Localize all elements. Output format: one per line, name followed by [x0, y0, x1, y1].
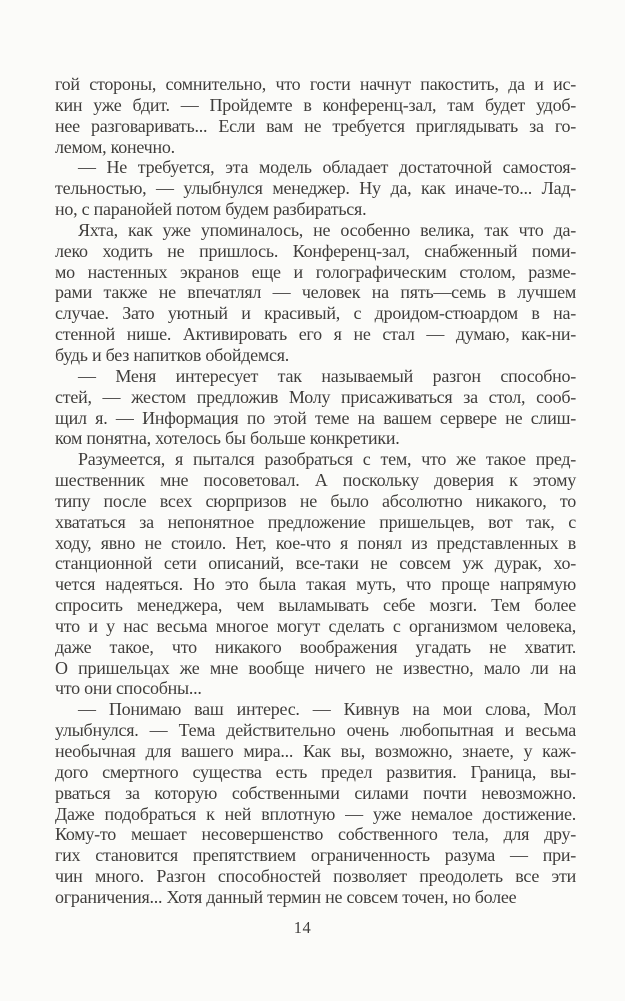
text-line: улыбнулся. — Тема действительно очень любопытная и весьма: [55, 720, 576, 741]
page-text: [55, 74, 576, 908]
text-line: ограничения... Хотя данный термин не совсем точен, но более: [55, 886, 517, 907]
text-line: стенной нише. Активировать его я не стал — думаю, как-ни-: [55, 324, 576, 345]
text-line: щил я. — Информация по этой теме на вашем сервере не слиш-: [55, 407, 576, 428]
text-line: — Понимаю ваш интерес. — Кивнув на мои слова, Мол: [78, 699, 576, 720]
text-line: Разумеется, я пытался разобраться с тем, что же такое пред-: [78, 449, 576, 470]
text-line: типу после всех сюрпризов не было абсолютно никакого, то: [55, 490, 576, 511]
text-line: О пришельцах же мне вообще ничего не известно, мало ли на: [55, 657, 576, 678]
text-line: спросить менеджера, чем выламывать себе мозги. Тем более: [55, 595, 576, 616]
text-line: хвататься за непонятное предложение пришельцев, вот так, с: [55, 511, 576, 532]
text-line: — Не требуется, эта модель обладает достаточной самостоя-: [78, 157, 576, 178]
text-line: Даже подобраться к ней вплотную — уже немалое достижение.: [55, 803, 576, 824]
text-line: чин много. Разгон способностей позволяет преодолеть все эти: [55, 866, 576, 887]
text-line: мо настенных экранов еще и голографическим столом, разме-: [55, 261, 576, 282]
text-line: Кому-то мешает несовершенство собственного тела, для дру-: [55, 824, 576, 845]
text-line: чется надеяться. Но это была такая муть, что проще напрямую: [55, 574, 576, 595]
text-line: гой стороны, сомнительно, что гости начнут пакостить, да и ис-: [55, 74, 576, 94]
text-line: ходу, явно не стоило. Нет, кое-что я понял из представленных в: [55, 532, 576, 553]
text-line: случае. Зато уютный и красивый, с дроидом-стюардом в на-: [55, 303, 576, 324]
text-line: гих становится препятствием ограниченность разума — при-: [55, 845, 576, 866]
text-line: что они способны...: [55, 678, 202, 699]
text-line: станционной сети описаний, все-таки не совсем уж дурак, хо-: [55, 553, 576, 574]
text-line: тельностью, — улыбнулся менеджер. Ну да, как иначе-то... Лад-: [55, 178, 576, 199]
text-line: ком понятна, хотелось бы больше конкретики.: [55, 428, 400, 449]
text-line: рами также не впечатлял — человек на пять—семь в лучшем: [55, 282, 576, 303]
text-line: леко ходить не пришлось. Конференц-зал, снабженный поми-: [55, 240, 576, 261]
text-line: но, с паранойей потом будем разбираться.: [55, 199, 367, 220]
text-line: — Меня интересует так называемый разгон способно-: [78, 365, 576, 386]
page-number: 14: [293, 918, 312, 937]
text-line: рваться за которую собственными силами почти невозможно.: [55, 782, 576, 803]
text-line: нее разговаривать... Если вам не требуется приглядывать за го-: [55, 115, 576, 136]
text-line: лемом, конечно.: [55, 136, 175, 157]
text-line: кин уже бдит. — Пройдемте в конференц-зал, там будет удоб-: [55, 94, 576, 115]
text-line: дого смертного существа есть предел развития. Граница, вы-: [55, 761, 576, 782]
text-line: стей, — жестом предложив Молу присаживаться за стол, сооб-: [55, 386, 576, 407]
text-line: необычная для вашего мира... Как вы, возможно, знаете, у каж-: [55, 741, 576, 761]
text-line: Яхта, как уже упоминалось, не особенно велика, так что да-: [78, 219, 576, 240]
text-line: даже такое, что никакого воображения угадать не хватит.: [55, 636, 576, 657]
text-line: что и у нас весьма многое могут сделать с организмом человека,: [55, 615, 576, 636]
text-line: будь и без напитков обойдемся.: [55, 344, 290, 365]
text-line: шественник мне посоветовал. А поскольку доверия к этому: [55, 470, 576, 491]
